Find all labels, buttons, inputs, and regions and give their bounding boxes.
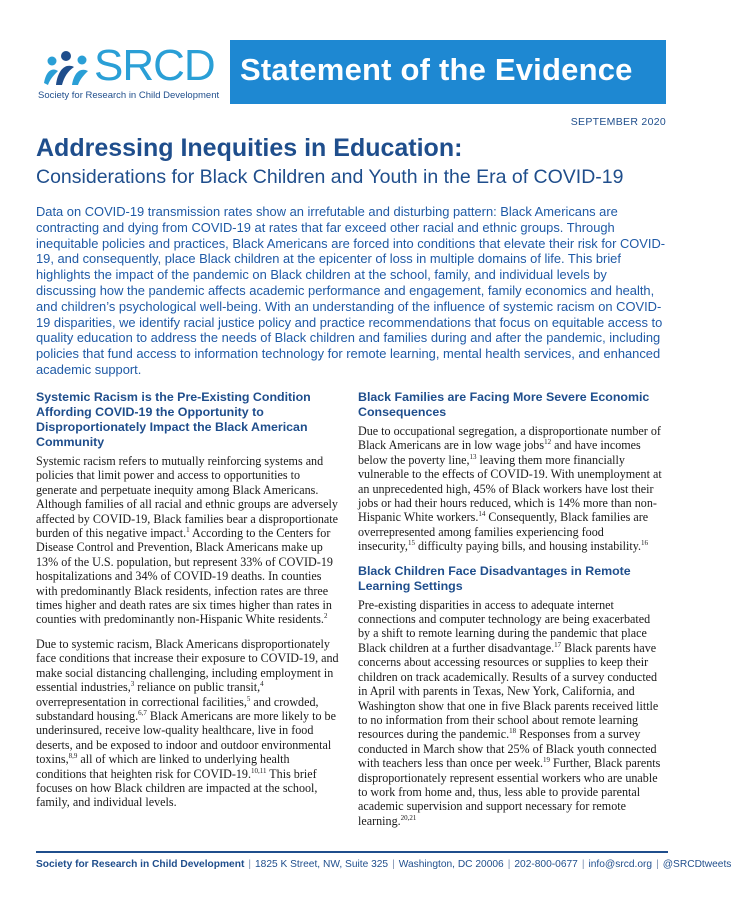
footer-phone[interactable]: 202-800-0677 bbox=[514, 859, 578, 870]
page-title: Addressing Inequities in Education: bbox=[36, 134, 463, 162]
section-heading-systemic-racism: Systemic Racism is the Pre-Existing Condition Affording COVID-19 the Opportunity to Disproportionately Impact the Black American Community bbox=[36, 390, 311, 449]
footnote-ref[interactable]: 4 bbox=[260, 680, 264, 689]
footer-separator: | bbox=[581, 859, 585, 870]
banner-title: Statement of the Evidence bbox=[240, 52, 633, 87]
paragraph-remote-learning: Pre-existing disparities in access to adequate internet connections and computer technology are being exacerbated by a shift to remote learning during the pandemic that place Black children at a further disadvantage.$^{17}$ Black parents have concerns about accessing resources or supplies to keep their children on track academically. Results of a survey conducted in April with parents in Texas, New York, California, and Washington show that one in five Black parents received little to no information from their school about remote learning resources during the pandemic.$^{18}$ Responses from a survey conducted in March show that 25% of Black youth connected with teachers less than once per week.$^{19}$ Further, Black parents disproportionately represent essential workers who are unable to work from home and, thus, less able to provide parental academic supervision and support necessary for remote learning.$^{20,21}$ bbox=[358, 597, 661, 828]
header bbox=[36, 40, 666, 104]
section-heading-remote-learning: Black Children Face Disadvantages in Remote Learning Settings bbox=[358, 563, 631, 593]
footer-divider bbox=[36, 851, 668, 853]
footer-separator: | bbox=[392, 859, 395, 870]
footnote-ref[interactable]: 18 bbox=[509, 727, 517, 736]
footnote-ref[interactable]: 12 bbox=[544, 438, 552, 447]
paragraph-systemic-racism-2: Due to systemic racism, Black Americans disproportionately face conditions that increase their exposure to COVID-19, and make social distancing challenging, including employment in essential industries,$^3$ reliance on public transit,$^4$ overrepresentation in correctional facilities,$^5$ and crowded, substandard housing.$^{6,7}$ Black Americans are more likely to be underinsured, receive low-quality healthcare, live in food deserts, and be exposed to indoor and outdoor environmental toxins,$^{8,9}$ all of which are linked to underlying health conditions that heighten risk for COVID-19.$^{10,11}$ This brief focuses on how Black children are impacted at the school, family, and individual levels. bbox=[36, 636, 339, 810]
section-heading-economic: Black Families are Facing More Severe Economic Consequences bbox=[358, 390, 650, 419]
footnote-ref[interactable]: 10,11 bbox=[250, 766, 267, 775]
footnote-ref[interactable]: 20,21 bbox=[400, 813, 417, 822]
paragraph-economic: Due to occupational segregation, a disproportionate number of Black Americans are in low wage jobs$^{12}$ and have incomes below the poverty line,$^{13}$ leaving them more financially vulnerable to the effects of COVID-19. With unemployment at an unprecedented high, 45% of Black workers have lost their jobs or had their hours reduced, which is 14% more than non-Hispanic White workers.$^{14}$ Consequently, Black families are overrepresented among families experiencing food insecurity,$^{15}$ difficulty paying bills, and housing instability.$^{16}$ bbox=[358, 424, 662, 554]
abstract-paragraph: Data on COVID-19 transmission rates show an irrefutable and disturbing pattern: Black Americans are contracting and dying from COVID-19 at rates that far exceed other racial and ethnic groups. Through inequitable policies and practices, Black Americans are forced into conditions that elevate their risk for COVID-19, and consequently, place Black children at the epicenter of loss in multiple domains of life. This brief highlights the impact of the pandemic on Black children at the school, family, and individual levels by discussing how the pandemic affects academic performance and engagement, family economics and health, and children’s psychological well-being. With an understanding of the influence of systemic racism on COVID-19 disparities, we identify racial justice policy and practice recommendations that focus on equitable access to quality education to address the needs of Black children and families during and after the pandemic, including policies that fund access to information technology for remote learning, mental health services, and enhanced academic support. bbox=[36, 204, 666, 377]
footer-org: Society for Research in Child Development bbox=[36, 859, 245, 870]
footer-twitter-link[interactable]: @SRCDtweets bbox=[662, 859, 731, 870]
footnote-ref[interactable]: 16 bbox=[641, 539, 649, 548]
footer-email-link[interactable]: info@srcd.org bbox=[588, 859, 653, 870]
footer-separator: | bbox=[248, 859, 251, 870]
publication-date: SEPTEMBER 2020 bbox=[570, 116, 666, 128]
left-column bbox=[36, 390, 340, 820]
footnote-ref[interactable]: 14 bbox=[478, 510, 486, 519]
footnote-ref[interactable]: 8,9 bbox=[68, 752, 78, 761]
footer-address: 1825 K Street, NW, Suite 325 bbox=[255, 859, 389, 870]
footnote-ref[interactable]: 15 bbox=[407, 539, 415, 548]
paragraph-systemic-racism-1: Systemic racism refers to mutually reinforcing systems and policies that limit power and access to opportunities to generate and perpetuate inequity among Black Americans. Although families of all racial and ethnic groups are adversely affected by COVID-19, Black families bear a disproportionate burden of this negative impact.$^1$ According to the Centers for Disease Control and Prevention, Black Americans make up 13% of the U.S. population, but represent 33% of COVID-19 hospitalizations and 34% of COVID-19 deaths. In counties with predominantly Black residents, infection rates are three times higher and death rates are six times higher than rates in counties with predominantly non-Hispanic White residents.$^2$ bbox=[36, 454, 339, 627]
footnote-ref[interactable]: 17 bbox=[554, 640, 562, 649]
footnote-ref[interactable]: 13 bbox=[469, 452, 477, 461]
footnote-ref[interactable]: 19 bbox=[543, 756, 551, 765]
page-subtitle: Considerations for Black Children and Youth in the Era of COVID-19 bbox=[36, 166, 624, 188]
right-column bbox=[358, 390, 662, 838]
srcd-logo[interactable] bbox=[36, 40, 236, 104]
footnote-ref[interactable]: 3 bbox=[130, 680, 135, 689]
footer-city: Washington, DC 20006 bbox=[398, 859, 504, 870]
footnote-ref[interactable]: 1 bbox=[186, 526, 190, 535]
logo-subtitle: Society for Research in Child Development bbox=[38, 90, 220, 101]
footnote-ref[interactable]: 5 bbox=[246, 694, 251, 703]
title-banner bbox=[230, 40, 666, 104]
logo-wordmark: SRCD bbox=[94, 41, 215, 90]
footnote-ref[interactable]: 6,7 bbox=[138, 708, 147, 717]
footer bbox=[36, 859, 731, 870]
footer-separator: | bbox=[507, 859, 511, 870]
footnote-ref[interactable]: 2 bbox=[323, 612, 328, 621]
footer-separator: | bbox=[656, 859, 659, 870]
people-figures-icon bbox=[42, 49, 94, 87]
